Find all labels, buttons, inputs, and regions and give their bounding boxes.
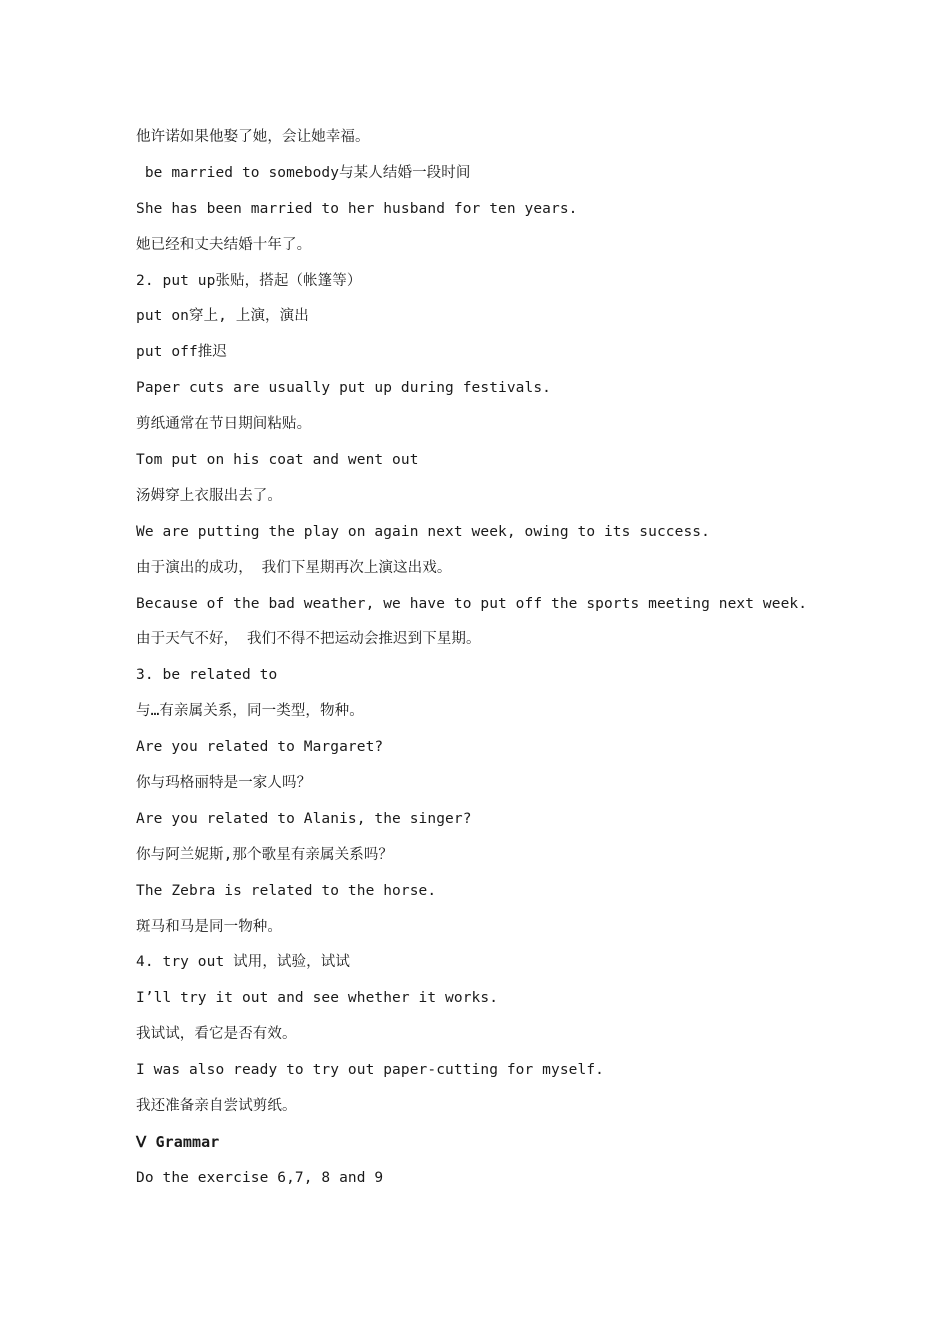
text-line: 由于天气不好， 我们不得不把运动会推迟到下星期。 (136, 631, 481, 648)
text-line: 汤姆穿上衣服出去了。 (136, 487, 282, 504)
text-line: Paper cuts are usually put up during festivals. (136, 380, 551, 397)
section-heading: 3. be related to (136, 667, 278, 684)
text-line: Because of the bad weather, we have to put off the sports meeting next week. (136, 595, 808, 612)
text-line: Tom put on his coat and went out (136, 452, 419, 469)
text-line: The Zebra is related to the horse. (136, 882, 437, 899)
text-line: 与…有亲属关系，同一类型，物种。 (136, 703, 364, 720)
text-line: 剪纸通常在节日期间粘贴。 (136, 416, 312, 433)
text-line: Are you related to Margaret? (136, 739, 384, 756)
grammar-heading: Ⅴ Grammar (136, 1132, 220, 1151)
document-body (136, 120, 896, 1197)
text-line: 你与阿兰妮斯,那个歌星有亲属关系吗？ (136, 846, 394, 863)
text-line: 我试试，看它是否有效。 (136, 1026, 297, 1043)
text-line: 他许诺如果他娶了她，会让她幸福。 (136, 129, 370, 145)
text-line: We are putting the play on again next week, owing to its success. (136, 523, 710, 540)
text-line: put off推迟 (136, 344, 228, 361)
text-line: I was also ready to try out paper-cutting for myself. (136, 1062, 604, 1079)
text-line: 我还准备亲自尝试剪纸。 (136, 1098, 297, 1115)
text-line: 她已经和丈夫结婚十年了。 (136, 236, 312, 253)
text-line: 斑马和马是同一物种。 (136, 918, 282, 935)
text-line: put on穿上, 上演，演出 (136, 308, 309, 325)
text-line: She has been married to her husband for ten years. (136, 200, 578, 217)
text-line: be married to somebody与某人结婚一段时间 (136, 164, 471, 181)
text-line: 由于演出的成功， 我们下星期再次上演这出戏。 (136, 559, 452, 576)
text-line: Are you related to Alanis, the singer? (136, 810, 472, 827)
section-heading: 4. try out 试用，试验，试试 (136, 954, 350, 971)
text-line: I’ll try it out and see whether it works. (136, 990, 499, 1007)
section-heading: 2. put up张贴，搭起（帐篷等） (136, 272, 362, 289)
text-line: Do the exercise 6,7, 8 and 9 (136, 1169, 384, 1186)
text-line: 你与玛格丽特是一家人吗？ (136, 775, 312, 792)
